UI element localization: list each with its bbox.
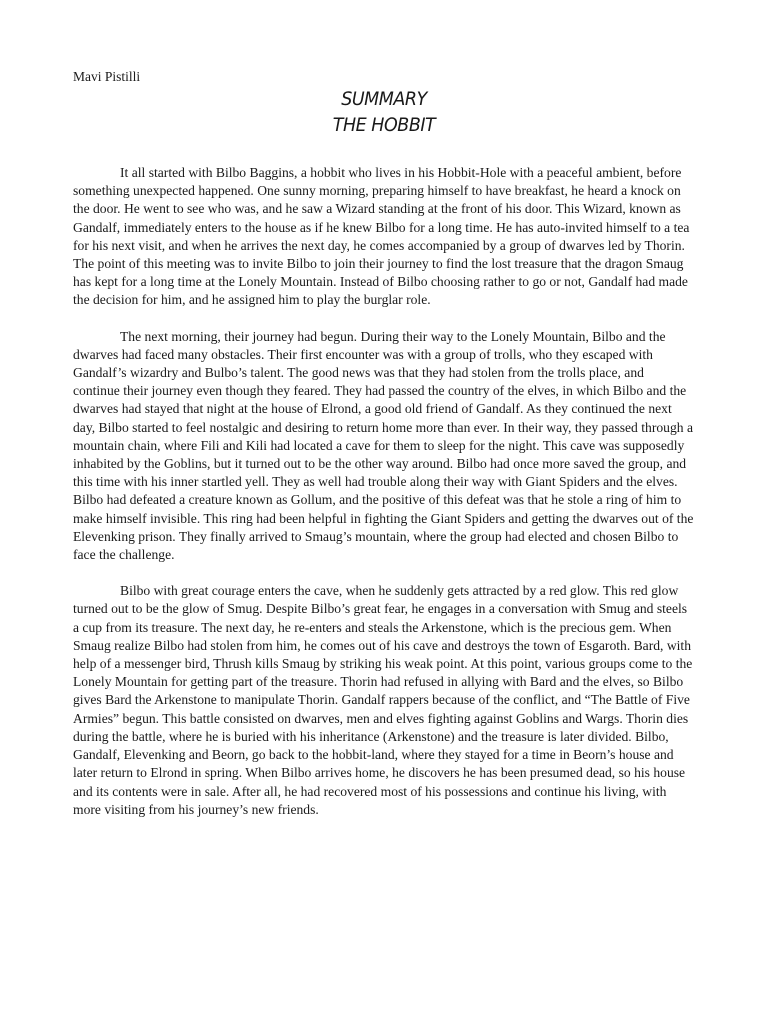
author-name: Mavi Pistilli [73,69,141,84]
title-summary: SUMMARY [341,88,427,110]
paragraph-3: Bilbo with great courage enters the cave, when he suddenly gets attracted by a red glow. This red glow turned out to be the glow of Smug. Despite Bilbo’s great fear, he engages in a conversation with Smug and steels a cup from its treasure. The next day, he re-enters and steals the Arkenstone, which is the precious gem. When Smaug realize Bilbo had stolen from him, he comes out of his cave and destroys the town of Esgaroth. Bard, with help of a messenger bird, Thrush kills Smaug by striking his weak point. At this point, various groups come to the Lonely Mountain for getting part of the treasure. Thorin had refused in allying with Bard and the elves, so Bilbo gives Bard the Arkenstone to manipulate Thorin. Gandalf rappers because of the conflict, and “The Battle of Five Armies” begun. This battle consisted on dwarves, men and elves fighting against Goblins and Wargs. Thorin dies during the battle, where he is buried with his inheritance (Arkenstone) and the treasure is later divided. Bilbo, Gandalf, Elevenking and Beorn, go back to the hobbit-land, where they stayed for a time in Beorn’s house and later return to Elrond in spring. When Bilbo arrives home, he discovers he has been presumed dead, so his house and its contents were in sale. After all, he had recovered most of his possessions and continue his living, with more visiting from his journey’s new friends. [73,583,693,817]
title-book-name: THE HOBBIT [332,114,436,136]
paragraph-1: It all started with Bilbo Baggins, a hobbit who lives in his Hobbit-Hole with a peaceful ambient, before something unexpected happened. One sunny morning, preparing himself to have breakfast, he heard a knock on the door. He went to see who was, and he saw a Wizard standing at the front of his door. This Wizard, known as Gandalf, immediately enters to the house as if he knew Bilbo for a long time. He has auto-invited himself to a tea for his next visit, and when he arrives the next day, he comes accompanied by a group of dwarves led by Thorin. The point of this meeting was to invite Bilbo to join their journey to find the lost treasure that the dragon Smaug has kept for a long time at the Lonely Mountain. Instead of Bilbo choosing rather to go or not, Gandalf had made the decision for him, and he assigned him to play the burglar role. [73,165,690,308]
document-title [0,86,768,138]
paragraph-2: The next morning, their journey had begun. During their way to the Lonely Mountain, Bilbo and the dwarves had faced many obstacles. Their first encounter was with a group of trolls, who they escaped with Gandalf’s wizardry and Bulbo’s talent. The good news was that they had stolen from the trolls place, and continue their journey even though they feared. They had passed the country of the elves, in which Bilbo and the dwarves had stayed that night at the house of Elrond, a good old friend of Gandalf. As they continued the next day, Bilbo started to feel nostalgic and desiring to return home more than ever. In their way, they passed through a mountain chain, where Fili and Kili had located a cave for them to sleep for the night. This cave was supposedly inhabited by the Goblins, but it turned out to be the other way around. Bilbo had once more saved the group, and this time with his inner startled yell. They as well had trouble along their way with Giant Spiders and the elves. Bilbo had defeated a creature known as Gollum, and the positive of this defeat was that he stole a ring of him to make himself invisible. This ring had been helpful in fighting the Giant Spiders and getting the dwarves out of the Elevenking prison. They finally arrived to Smaug’s mountain, where the group had elected and chosen Bilbo to face the challenge. [73,328,694,563]
document-body [73,164,694,837]
